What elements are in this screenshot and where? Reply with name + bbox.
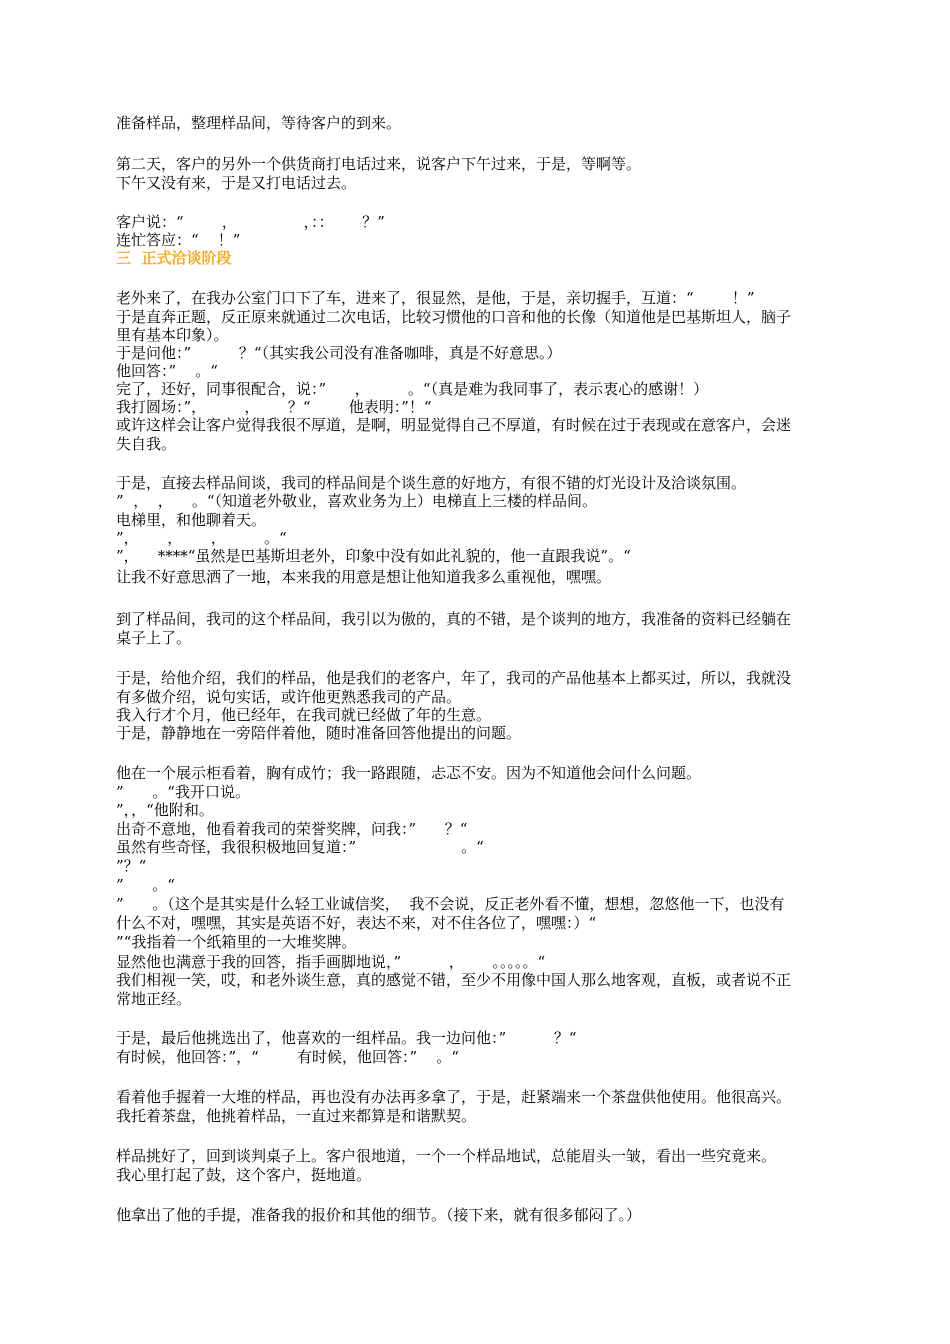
paragraph-line: 我心里打起了鼓，这个客户，挺地道。: [116, 1166, 372, 1184]
paragraph-line: ”，，“他附和。: [116, 801, 214, 819]
paragraph-line: 桌子上了。: [116, 629, 192, 647]
paragraph-line: 下午又没有来，于是又打电话过去。: [116, 174, 357, 192]
paragraph-line: 有时候，他回答：”，“ 有时候，他回答：” 。“: [116, 1048, 459, 1066]
paragraph-line: 让我不好意思洒了一地，本来我的用意是想让他知道我多么重视他，嘿嘿。: [116, 568, 612, 586]
paragraph-line: 显然他也满意于我的回答，指手画脚地说，” ， 。。。。。“: [116, 953, 546, 971]
paragraph-line: ” ， ， 。“（知道老外敬业，喜欢业务为上）电梯直上三楼的样品间。: [116, 492, 597, 510]
paragraph-line: 老外来了，在我办公室门口下了车，进来了，很显然，是他，于是，亲切握手，互道：“ ！”: [116, 289, 755, 307]
paragraph-line: 完了，还好，同事很配合，说：” ， 。“（真是难为我同事了，表示衷心的感谢！）: [116, 380, 709, 398]
paragraph-line: 虽然有些奇怪，我很积极地回复道：” 。“: [116, 838, 484, 856]
paragraph-line: 于是，直接去样品间谈，我司的样品间是个谈生意的好地方，有很不错的灯光设计及洽谈氛围。: [116, 474, 747, 492]
paragraph-line: 我入行才个月，他已经年，在我司就已经做了年的生意。: [116, 706, 492, 724]
paragraph-line: 失自我。: [116, 435, 177, 453]
paragraph-line: ”， ****“虽然是巴基斯坦老外，印象中没有如此礼貌的，他一直跟我说”。“: [116, 547, 631, 565]
paragraph-line: 准备样品，整理样品间，等待客户的到来。: [116, 114, 402, 132]
paragraph-line: 于是，最后他挑选出了，他喜欢的一组样品。我一边问他：” ？“: [116, 1029, 577, 1047]
paragraph-line: 他在一个展示柜看着，胸有成竹；我一路跟随，忐忑不安。因为不知道他会问什么问题。: [116, 764, 702, 782]
paragraph-line: 有多做介绍，说句实话，或许他更熟悉我司的产品。: [116, 688, 462, 706]
paragraph-line: 我们相视一笑，哎，和老外谈生意，真的感觉不错，至少不用像中国人那么地客观，直板，或者说不正: [116, 971, 792, 989]
paragraph-line: 电梯里，和他聊着天。: [116, 511, 267, 529]
paragraph-line: 于是问他：” ？“（其实我公司没有准备咖啡，真是不好意思。）: [116, 344, 562, 362]
paragraph-line: 样品挑好了，回到谈判桌子上。客户很地道，一个一个样品地试，总能眉头一皱，看出一些究竟来。: [116, 1147, 777, 1165]
paragraph-line: 常地正经。: [116, 990, 192, 1008]
paragraph-line: 看着他手握着一大堆的样品，再也没有办法再多拿了，于是，赶紧端来一个茶盘供他使用。他很高兴。: [116, 1088, 792, 1106]
paragraph-line: 什么不对，嘿嘿，其实是英语不好，表达不来，对不住各位了，嘿嘿：）“: [116, 914, 597, 932]
paragraph-line: 客户说：“ ， ，：： ？”: [116, 213, 385, 231]
paragraph-line: 里有基本印象）。: [116, 326, 229, 344]
paragraph-line: 于是，给他介绍，我们的样品，他是我们的老客户，年了，我司的产品他基本上都买过，所以，我就没: [116, 669, 792, 687]
paragraph-line: 我打圆场：”， ， ？“ 他表明：”！“: [116, 398, 432, 416]
section-heading: 三 正式洽谈阶段: [116, 249, 232, 267]
paragraph-line: 他拿出了他的手提，准备我的报价和其他的细节。（接下来，就有很多郁闷了。）: [116, 1206, 642, 1224]
paragraph-line: 出奇不意地，他看着我司的荣誉奖牌，问我：” ？“: [116, 820, 468, 838]
paragraph-line: ” 。（这个是其实是什么轻工业诚信奖， 我不会说，反正老外看不懂，想想，忽悠他一下，也没有: [116, 895, 785, 913]
paragraph-line: 他回答：” 。“: [116, 362, 218, 380]
paragraph-line: 连忙答应：“ ！”: [116, 231, 241, 249]
paragraph-line: ” 。“我开口说。: [116, 783, 250, 801]
paragraph-line: 或许这样会让客户觉得我很不厚道，是啊，明显觉得自己不厚道，有时候在过于表现或在意客户，会迷: [116, 416, 792, 434]
paragraph-line: ”“我指着一个纸箱里的一大堆奖牌。: [116, 933, 357, 951]
paragraph-line: 于是直奔正题，反正原来就通过二次电话，比较习惯他的口音和他的长像（知道他是巴基斯坦人，脑子: [116, 308, 792, 326]
paragraph-line: 到了样品间，我司的这个样品间，我引以为傲的，真的不错，是个谈判的地方，我准备的资料已经躺在: [116, 610, 792, 628]
paragraph-line: ” 。“: [116, 876, 175, 894]
paragraph-line: ”， ， ， 。“: [116, 529, 287, 547]
paragraph-line: 第二天，客户的另外一个供货商打电话过来，说客户下午过来，于是，等啊等。: [116, 155, 642, 173]
paragraph-line: 我托着茶盘，他挑着样品，一直过来都算是和谐默契。: [116, 1107, 477, 1125]
paragraph-line: ”？“: [116, 857, 147, 875]
paragraph-line: 于是，静静地在一旁陪伴着他，随时准备回答他提出的问题。: [116, 724, 522, 742]
